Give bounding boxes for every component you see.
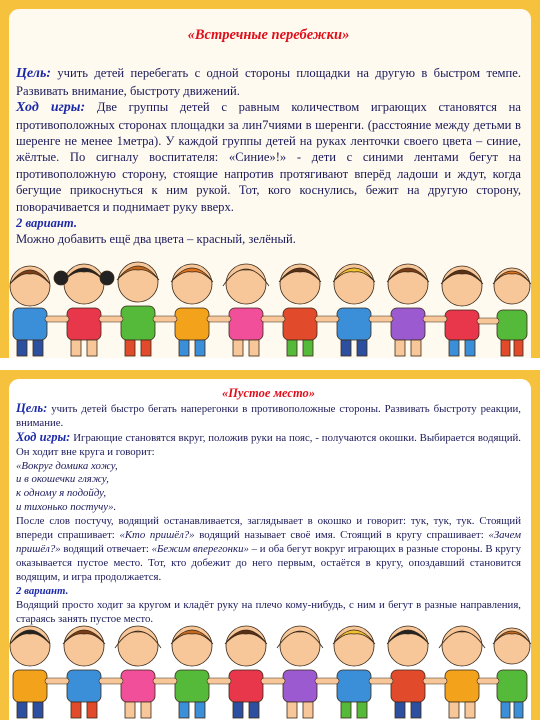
goal-label: Цель: (16, 400, 48, 415)
variant-text: Водящий просто ходит за кругом и кладёт руку на плечо кому-нибудь, с ним и бегут в разные направления, стараясь занять пустое место. (16, 598, 521, 625)
card-text (16, 15, 521, 248)
rules-text: После слов постучу, водящий останавливается, заглядывает в окошко и говорит: тук, тук, тук. Стоящий впереди спрашивает: (16, 515, 521, 542)
goal-text: учить детей быстро бегать наперегонки в противоположные стороны. Развивать быстроту реакции, внимание. (16, 402, 521, 429)
poem-line: и тихонько постучу». (16, 501, 117, 514)
goal-paragraph (16, 402, 521, 431)
game-card-pustoe-mesto (0, 370, 540, 720)
poem-line: к одному я подойду, (16, 487, 107, 500)
question-quote: «Зачем пришёл?» (16, 529, 522, 555)
rules-text: – и оба бегут вокруг играющих в разные стороны. В кругу оказывается пустое место. Тот, кто добежит до него первым, остаётся в кругу, опоздавший становится водящим, и игра продолжается. (16, 542, 521, 583)
course-label: Ход игры: (16, 100, 86, 116)
answer-quote: «Бежим вперегонки» (151, 542, 249, 555)
goal-label: Цель: (16, 66, 51, 82)
goal-paragraph (16, 65, 521, 99)
card-title: «Встречные перебежки» (187, 27, 350, 43)
card-text (16, 385, 521, 626)
kids-row-image (9, 248, 531, 358)
poem-line: «Вокруг домика хожу, (16, 459, 118, 472)
rules-text: водящий называет своё имя. Стоящий в кругу спрашивает: (194, 529, 489, 542)
variant-label: 2 вариант. (16, 216, 77, 231)
variant-label: 2 вариант. (16, 584, 69, 597)
question-quote: «Кто пришёл?» (119, 529, 195, 542)
card-inner (9, 9, 531, 358)
poem-line: и в окошечки гляжу, (16, 473, 109, 486)
course-text: Играющие становятся вкруг, положив руки на пояс, - получаются окошки. Выбирается водящий. Он ходит вне круга и говорит: (16, 431, 522, 458)
rules-text: водящий отвечает: (60, 542, 152, 555)
course-label: Ход игры: (16, 429, 71, 444)
rules-paragraph (16, 515, 521, 585)
variant-text: Можно добавить ещё два цвета – красный, зелёный. (16, 232, 296, 247)
course-text: Две группы детей с равным количеством играющих становятся на противоположных сторонах площадки за лин7чиями в шеренги. (расстояние между детьми в шеренге не менее 1метра). У каждой группы детей на руках ленточки своего цвета – синие, жёлтые. По сигналу воспитателя: «Синие»!» - дети с синими лентами бегут на противоположную сторону, стоящие напротив протягивают вперёд ладоши и ждут, когда бегущие прикоснуться к ним рукой. Тот, кого коснулись, бежит на другую сторону, поворачивается и поднимает руку вверх. (16, 100, 521, 214)
course-paragraph (16, 99, 521, 215)
game-card-vstrechnye (0, 0, 540, 358)
children-illustration (9, 248, 531, 358)
course-paragraph (16, 431, 521, 460)
goal-text: учить детей перебегать с одной стороны площадки на другую в быстром темпе. Развивать внимание, быстроту движений. (16, 66, 521, 98)
card-inner (9, 379, 531, 720)
card-title: «Пустое место» (221, 386, 316, 400)
